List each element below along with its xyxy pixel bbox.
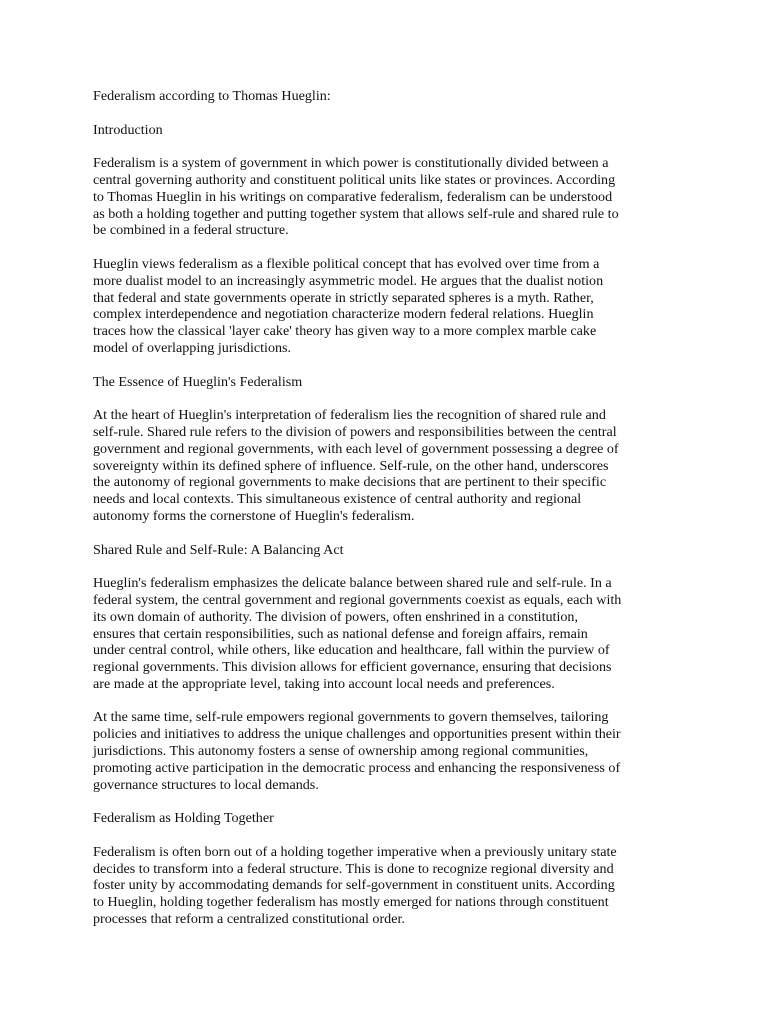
section-heading: The Essence of Hueglin's Federalism xyxy=(93,373,303,390)
paragraph-line: decides to transform into a federal structure. This is done to recognize regional diversity and xyxy=(93,860,614,877)
paragraph-line: sovereignty within its defined sphere of influence. Self-rule, on the other hand, underscores xyxy=(93,457,609,474)
paragraph xyxy=(93,844,683,928)
paragraph xyxy=(93,407,683,525)
paragraph xyxy=(93,709,683,793)
section-heading: Federalism as Holding Together xyxy=(93,810,274,827)
paragraph-line: At the heart of Hueglin's interpretation of federalism lies the recognition of shared rule and xyxy=(93,407,606,424)
paragraph-line: jurisdictions. This autonomy fosters a sense of ownership among regional communities, xyxy=(93,743,589,760)
paragraph-line: are made at the appropriate level, taking into account local needs and preferences. xyxy=(93,675,555,692)
paragraph-line: At the same time, self-rule empowers regional governments to govern themselves, tailoring xyxy=(93,709,609,726)
paragraph-line: the autonomy of regional governments to make decisions that are pertinent to their specific xyxy=(93,474,607,491)
paragraph-line: be combined in a federal structure. xyxy=(93,222,289,239)
paragraph-line: regional governments. This division allows for efficient governance, ensuring that decisions xyxy=(93,659,612,676)
paragraph-line: model of overlapping jurisdictions. xyxy=(93,339,292,356)
paragraph-line: Federalism is often born out of a holding together imperative when a previously unitary state xyxy=(93,843,617,860)
paragraph-line: government and regional governments, with each level of government possessing a degree of xyxy=(93,440,619,457)
paragraph-line: foster unity by accommodating demands for self-government in constituent units. According xyxy=(93,877,615,894)
document-page xyxy=(93,88,683,945)
paragraph-line: to Thomas Hueglin in his writings on comparative federalism, federalism can be understood xyxy=(93,188,613,205)
paragraph-line: federal system, the central government and regional governments coexist as equals, each with xyxy=(93,591,622,608)
paragraph-line: central governing authority and constituent political units like states or provinces. According xyxy=(93,171,616,188)
paragraph xyxy=(93,575,683,693)
paragraph-line: needs and local contexts. This simultaneous existence of central authority and regional xyxy=(93,491,582,508)
paragraph-line: processes that reform a centralized constitutional order. xyxy=(93,911,405,928)
paragraph-line: more dualist model to an increasingly asymmetric model. He argues that the dualist notion xyxy=(93,272,604,289)
paragraph-line: Hueglin's federalism emphasizes the delicate balance between shared rule and self-rule. In a xyxy=(93,575,612,592)
paragraph-line: promoting active participation in the democratic process and enhancing the responsiveness of xyxy=(93,759,621,776)
paragraph-line: its own domain of authority. The division of powers, often enshrined in a constitution, xyxy=(93,608,578,625)
paragraph-line: traces how the classical 'layer cake' theory has given way to a more complex marble cake xyxy=(93,323,597,340)
paragraph-line: autonomy forms the cornerstone of Hueglin's federalism. xyxy=(93,507,415,524)
section-heading: Introduction xyxy=(93,121,163,138)
paragraph xyxy=(93,256,683,357)
section-heading: Shared Rule and Self-Rule: A Balancing Act xyxy=(93,541,344,558)
paragraph-line: complex interdependence and negotiation characterize modern federal relations. Hueglin xyxy=(93,306,594,323)
paragraph-line: policies and initiatives to address the unique challenges and opportunities present within their xyxy=(93,726,621,743)
paragraph-line: self-rule. Shared rule refers to the division of powers and responsibilities between the central xyxy=(93,423,617,440)
paragraph xyxy=(93,155,683,239)
paragraph-line: Hueglin views federalism as a flexible political concept that has evolved over time from a xyxy=(93,255,600,272)
paragraph-line: Federalism is a system of government in which power is constitutionally divided between a xyxy=(93,155,609,172)
paragraph-line: ensures that certain responsibilities, such as national defense and foreign affairs, remain xyxy=(93,625,588,642)
paragraph-line: as both a holding together and putting together system that allows self-rule and shared rule to xyxy=(93,205,619,222)
document-title: Federalism according to Thomas Hueglin: xyxy=(93,88,331,104)
paragraph-line: governance structures to local demands. xyxy=(93,776,319,793)
paragraph-line: that federal and state governments operate in strictly separated spheres is a myth. Rather, xyxy=(93,289,594,306)
paragraph-line: under central control, while others, like education and healthcare, fall within the purview of xyxy=(93,642,610,659)
paragraph-line: to Hueglin, holding together federalism has mostly emerged for nations through constituent xyxy=(93,894,609,911)
